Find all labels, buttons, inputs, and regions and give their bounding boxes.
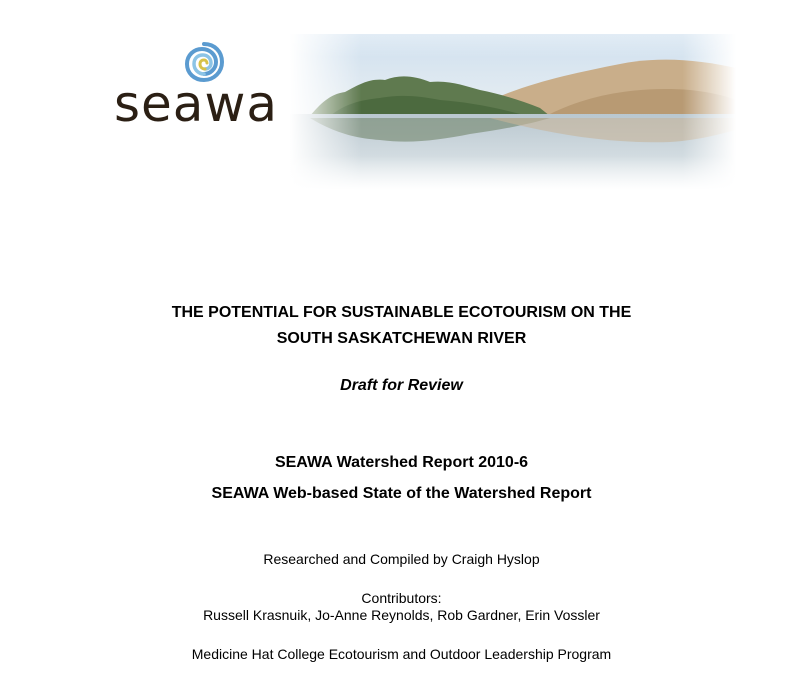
document-title: [0, 300, 803, 352]
river-landscape-photo: [290, 34, 736, 190]
title-line-1: THE POTENTIAL FOR SUSTAINABLE ECOTOURISM ON THE: [171, 304, 632, 321]
report-series: SEAWA Web-based State of the Watershed Report: [211, 485, 592, 502]
report-number: SEAWA Watershed Report 2010-6: [274, 454, 529, 471]
contributors-names: Russell Krasnuik, Jo-Anne Reynolds, Rob Gardner, Erin Vossler: [203, 607, 600, 623]
contributors-label: Contributors:: [361, 590, 442, 606]
title-line-2: SOUTH SASKATCHEWAN RIVER: [276, 330, 527, 347]
researched-by: Researched and Compiled by Craigh Hyslop: [263, 551, 540, 567]
draft-label: Draft for Review: [340, 377, 463, 394]
document-header: [0, 0, 803, 200]
program-name: Medicine Hat College Ecotourism and Outdoor Leadership Program: [191, 646, 612, 662]
logo-wordmark: seawa: [114, 75, 278, 133]
